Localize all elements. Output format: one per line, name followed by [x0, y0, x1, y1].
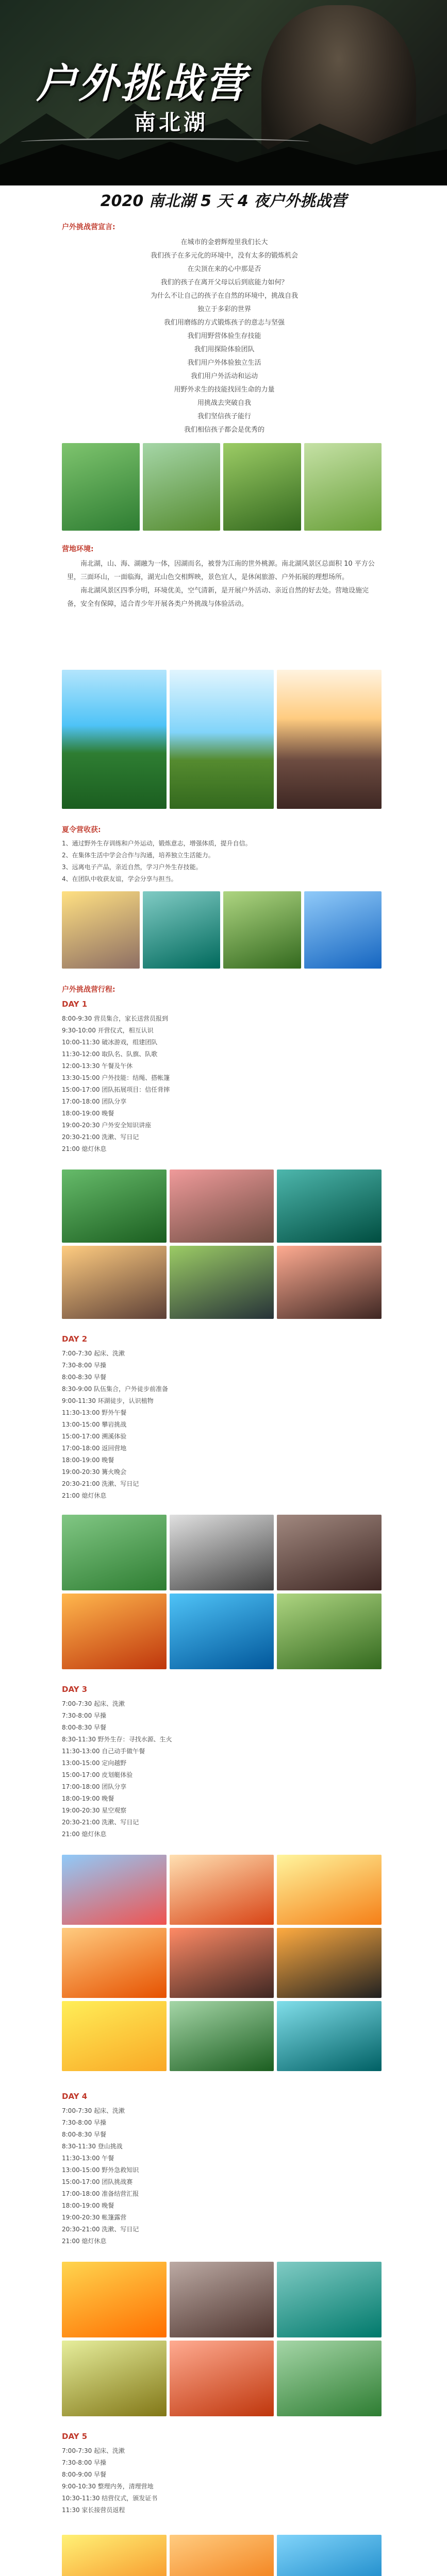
photo [62, 1170, 167, 1243]
day5-schedule [62, 2445, 392, 2516]
photo [62, 2341, 167, 2416]
manifesto-line: 我们用户外体验独立生活 [187, 359, 261, 367]
schedule-item: 21:00 熄灯休息 [62, 1831, 107, 1838]
schedule-item: 7:00-7:30 起床、洗漱 [62, 1700, 125, 1707]
schedule-item: 20:30-21:00 洗漱、写日记 [62, 1480, 139, 1487]
photo [304, 443, 382, 531]
photo [143, 891, 221, 969]
schedule-item: 11:30-13:00 自己动手做午餐 [62, 1748, 145, 1755]
photo [277, 2341, 382, 2416]
schedule-item: 19:00-20:30 篝火晚会 [62, 1468, 127, 1476]
schedule-item: 18:00-19:00 晚餐 [62, 1110, 114, 1117]
day1-label: DAY 1 [62, 999, 88, 1009]
schedule-item: 17:00-18:00 准备结营汇报 [62, 2190, 139, 2197]
schedule-item: 7:30-8:00 早操 [62, 2459, 107, 2466]
benefit-item: 4、在团队中收获友谊，学会分享与担当。 [62, 875, 177, 883]
photo [62, 891, 140, 969]
photo [170, 2001, 274, 2071]
schedule-item: 8:00-8:30 早餐 [62, 1724, 107, 1731]
day3-schedule [62, 1698, 392, 1840]
schedule-item: 7:00-7:30 起床、洗漱 [62, 2447, 125, 2454]
photo [62, 670, 167, 809]
photo [277, 2535, 382, 2576]
photo-grid-day1 [62, 1170, 382, 1319]
manifesto-line: 独立于多彩的世界 [197, 306, 251, 313]
photo-grid-2 [62, 670, 382, 809]
schedule-item: 17:00-18:00 返回营地 [62, 1445, 127, 1452]
sec2-heading: 营地环境: [62, 545, 94, 553]
schedule-item: 15:00-17:00 团队拓展项目：信任背摔 [62, 1086, 170, 1093]
schedule-item: 11:30-12:00 取队名、队旗、队歌 [62, 1050, 158, 1058]
schedule-item: 7:00-7:30 起床、洗漱 [62, 2107, 125, 2114]
banner-wave [21, 138, 309, 146]
schedule-item: 18:00-19:00 晚餐 [62, 1795, 114, 1802]
schedule-item: 21:00 熄灯休息 [62, 2238, 107, 2245]
photo [62, 2001, 167, 2071]
day2-schedule [62, 1348, 392, 1502]
schedule-item: 8:30-9:00 队伍集合，户外徒步前准备 [62, 1385, 169, 1393]
schedule-item: 19:00-20:30 户外安全知识讲座 [62, 1122, 152, 1129]
photo [62, 1515, 167, 1590]
page-title: 2020 南北湖 5 天 4 夜户外挑战营 [100, 192, 347, 210]
photo-grid-day3 [62, 1855, 382, 2071]
photo-grid-day4 [62, 2262, 382, 2416]
day1-schedule [62, 1013, 392, 1155]
photo [277, 2001, 382, 2071]
photo [223, 443, 301, 531]
day4-label: DAY 4 [62, 2092, 88, 2101]
schedule-item: 7:30-8:00 早操 [62, 1362, 107, 1369]
day2-label: DAY 2 [62, 1334, 88, 1344]
photo-grid-day5 [62, 2535, 382, 2576]
camp-environment-text [67, 557, 382, 611]
photo [277, 670, 382, 809]
paragraph: 南北湖风景区四季分明，环境优美，空气清新，是开展户外活动、亲近自然的好去处。营地设施完备，安全有保障，适合青少年开展各类户外挑战与体验活动。 [67, 587, 369, 608]
schedule-item: 13:30-15:00 户外技能：结绳、搭帐篷 [62, 1074, 170, 1081]
paragraph: 南北湖，山、海、湖融为一体，因湖而名，被誉为江南的世外桃源。南北湖风景区总面积 10 平方公里，三面环山，一面临海，湖光山色交相辉映，景色宜人，是休闲旅游、户外拓展的理想场所。 [67, 560, 375, 581]
schedule-item: 20:30-21:00 洗漱、写日记 [62, 2226, 139, 2233]
schedule-item: 9:00-11:30 环湖徒步，认识植物 [62, 1397, 154, 1404]
benefits-list [62, 838, 392, 885]
schedule-item: 19:00-20:30 帐篷露营 [62, 2214, 127, 2221]
photo [62, 1246, 167, 1319]
schedule-item: 13:00-15:00 野外急救知识 [62, 2166, 139, 2174]
schedule-item: 8:00-8:30 早餐 [62, 1374, 107, 1381]
schedule-item: 11:30-13:00 午餐 [62, 2155, 114, 2162]
photo [170, 670, 274, 809]
photo [62, 2262, 167, 2337]
schedule-item: 13:00-15:00 攀岩挑战 [62, 1421, 127, 1428]
photo-grid-1 [62, 443, 382, 531]
photo [277, 1855, 382, 1925]
benefit-item: 1、通过野外生存训练和户外运动，锻炼意志，增强体质，提升自信。 [62, 840, 252, 847]
schedule-item: 7:30-8:00 早操 [62, 2119, 107, 2126]
manifesto-line: 我们用野营体验生存技能 [187, 332, 261, 340]
sec1-heading: 户外挑战营宣言: [62, 223, 115, 231]
photo [170, 1855, 274, 1925]
schedule-item: 10:30-11:30 结营仪式，颁发证书 [62, 2495, 158, 2502]
manifesto-line: 在尖顶在来的心中那是否 [187, 265, 261, 273]
schedule-item: 15:00-17:00 团队挑战赛 [62, 2178, 133, 2185]
manifesto-line: 我们用磨练的方式锻炼孩子的意志与坚强 [163, 319, 285, 327]
photo [170, 2262, 274, 2337]
photo [277, 2262, 382, 2337]
photo [277, 1246, 382, 1319]
photo-grid-3 [62, 891, 382, 969]
photo [170, 2341, 274, 2416]
day5-label: DAY 5 [62, 2432, 88, 2441]
photo [170, 1594, 274, 1669]
photo [170, 2535, 274, 2576]
manifesto-line: 在城市的金碧辉煌里我们长大 [180, 239, 268, 246]
schedule-item: 11:30 家长接营员返程 [62, 2506, 125, 2514]
schedule-item: 7:00-7:30 起床、洗漱 [62, 1350, 125, 1357]
schedule-item: 9:30-10:00 开营仪式，相互认识 [62, 1027, 154, 1034]
day4-schedule [62, 2105, 392, 2247]
manifesto-line: 我们用探险体验团队 [194, 346, 255, 353]
photo [170, 1170, 274, 1243]
benefit-item: 3、远离电子产品，亲近自然，学习户外生存技能。 [62, 863, 202, 871]
sec4-heading: 户外挑战营行程: [62, 986, 115, 994]
schedule-item: 18:00-19:00 晚餐 [62, 1456, 114, 1464]
photo-grid-day2 [62, 1515, 382, 1669]
schedule-item: 18:00-19:00 晚餐 [62, 2202, 114, 2209]
photo [277, 1594, 382, 1669]
schedule-item: 11:30-13:00 野外午餐 [62, 1409, 127, 1416]
photo [170, 1515, 274, 1590]
photo [304, 891, 382, 969]
manifesto-line: 我们坚信孩子能行 [197, 413, 251, 420]
photo [170, 1928, 274, 1998]
banner-subtitle: 南北湖 [134, 110, 209, 135]
photo [277, 1170, 382, 1243]
schedule-item: 13:00-15:00 定向越野 [62, 1759, 127, 1767]
photo [143, 443, 221, 531]
schedule-item: 8:30-11:30 野外生存：寻找水源、生火 [62, 1736, 172, 1743]
schedule-item: 15:00-17:00 皮划艇体验 [62, 1771, 133, 1778]
schedule-item: 17:00-18:00 团队分享 [62, 1098, 127, 1105]
photo [223, 891, 301, 969]
photo [62, 1928, 167, 1998]
schedule-item: 8:30-11:30 登山挑战 [62, 2143, 123, 2150]
banner-title: 户外挑战营 [36, 61, 248, 107]
manifesto-line: 我们的孩子在离开父母以后到底能力如何？ [160, 279, 288, 286]
schedule-item: 8:00-8:30 早餐 [62, 2131, 107, 2138]
manifesto-line: 用野外求生的技能找回生命的力量 [174, 386, 275, 394]
schedule-item: 20:30-21:00 洗漱、写日记 [62, 1819, 139, 1826]
schedule-item: 21:00 熄灯休息 [62, 1492, 107, 1499]
photo [62, 2535, 167, 2576]
schedule-item: 10:00-11:30 破冰游戏，组建团队 [62, 1039, 158, 1046]
schedule-item: 8:00-9:30 营员集合，家长送营员报到 [62, 1015, 169, 1022]
banner [0, 0, 447, 185]
manifesto-lines [67, 236, 382, 437]
schedule-item: 19:00-20:30 星空观察 [62, 1807, 127, 1814]
manifesto-line: 我们孩子在多元化的环境中，没有太多的锻炼机会 [150, 252, 298, 260]
schedule-item: 7:30-8:00 早操 [62, 1712, 107, 1719]
manifesto-line: 用挑战去突破自我 [197, 399, 251, 407]
schedule-item: 8:00-9:00 早餐 [62, 2471, 107, 2478]
schedule-item: 12:00-13:30 午餐及午休 [62, 1062, 133, 1070]
photo [62, 1855, 167, 1925]
schedule-item: 20:30-21:00 洗漱、写日记 [62, 1133, 139, 1141]
photo [277, 1928, 382, 1998]
schedule-item: 17:00-18:00 团队分享 [62, 1783, 127, 1790]
photo [62, 443, 140, 531]
manifesto-line: 我们用户外活动和运动 [190, 372, 258, 380]
photo [62, 1594, 167, 1669]
schedule-item: 21:00 熄灯休息 [62, 1145, 107, 1153]
photo [170, 1246, 274, 1319]
manifesto-line: 我们相信孩子都会是优秀的 [184, 426, 264, 434]
day3-label: DAY 3 [62, 1685, 88, 1694]
schedule-item: 9:00-10:30 整理内务，清理营地 [62, 2483, 154, 2490]
photo [277, 1515, 382, 1590]
benefit-item: 2、在集体生活中学会合作与沟通，培养独立生活能力。 [62, 852, 214, 859]
sec3-heading: 夏令营收获: [62, 826, 101, 834]
manifesto-line: 为什么不让自己的孩子在自然的环境中，挑战自我 [150, 292, 298, 300]
schedule-item: 15:00-17:00 溯溪体验 [62, 1433, 127, 1440]
